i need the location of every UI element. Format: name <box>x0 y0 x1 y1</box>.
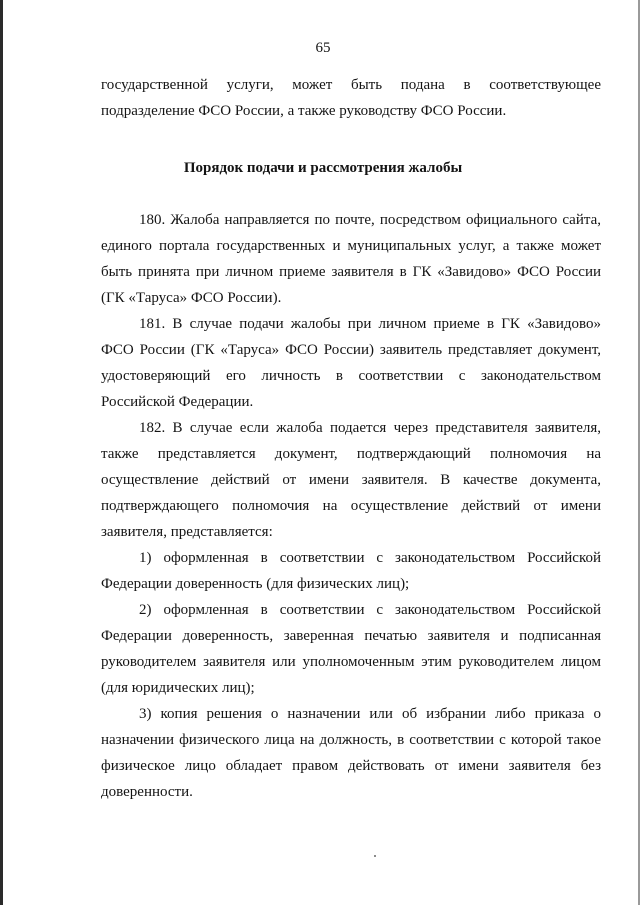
list-item-1: 1) оформленная в соответствии с законодательством Российской Федерации доверенность (для физических лиц); <box>101 550 601 592</box>
paragraph-182: 182. В случае если жалоба подается через представителя заявителя, также представляется документ, подтверждающий полномочия на осуществление действий от имени заявителя. В качестве документа, подтверждающего полномочия на осуществление действий от имени заявителя, представляется: <box>101 420 601 540</box>
scan-speck <box>374 855 376 857</box>
list-item-3: 3) копия решения о назначении или об избрании либо приказа о назначении физического лица на должность, в соответствии с которой такое физическое лицо обладает правом действовать от имени заявителя без доверенности. <box>101 706 601 800</box>
section-heading: Порядок подачи и рассмотрения жалобы <box>183 160 463 176</box>
paragraph-180: 180. Жалоба направляется по почте, посредством официального сайта, единого портала государственных и муниципальных услуг, а также может быть принята при личном приеме заявителя в ГК «Завидово» ФСО России (ГК «Таруса» ФСО России). <box>101 212 601 306</box>
continuation-block <box>101 72 601 124</box>
main-text-block <box>101 207 601 805</box>
list-item-2: 2) оформленная в соответствии с законодательством Российской Федерации доверенность, заверенная печатью заявителя и подписанная руководителем заявителя или уполномоченным этим руководителем лицом (для юридических лиц); <box>101 602 601 696</box>
page-number: 65 <box>315 40 331 56</box>
paragraph-181: 181. В случае подачи жалобы при личном приеме в ГК «Завидово» ФСО России (ГК «Таруса» ФСО России) заявитель представляет документ, удостоверяющий его личность в соответствии с законодательством Российской Федерации. <box>101 316 601 410</box>
continuation-paragraph: государственной услуги, может быть подана в соответствующее подразделение ФСО России, а также руководству ФСО России. <box>101 77 601 119</box>
